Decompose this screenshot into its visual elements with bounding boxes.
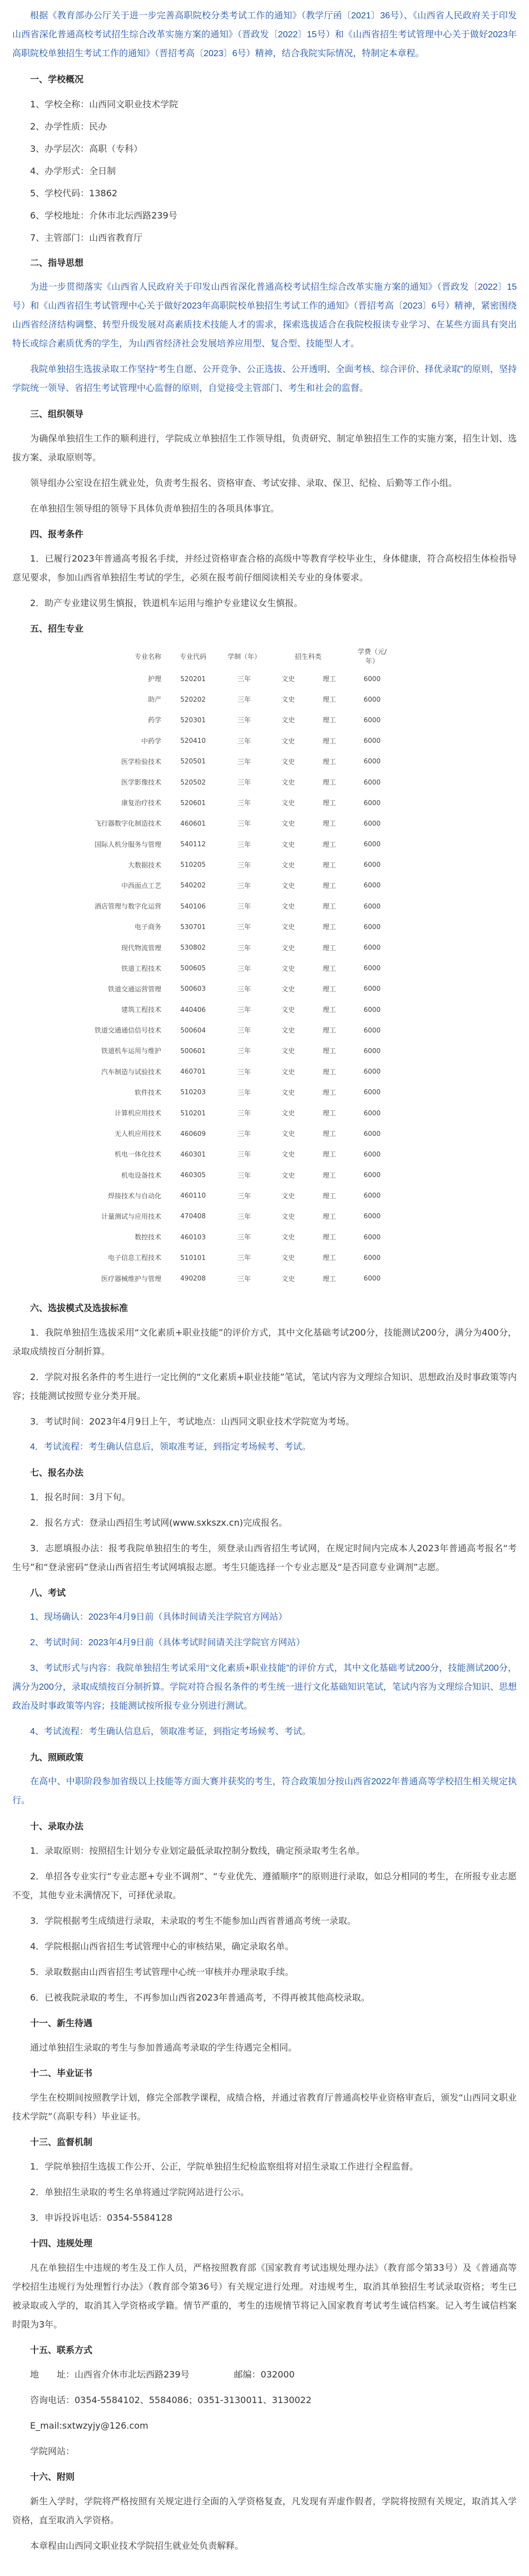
section-paragraph: 1．报名时间：3月下旬。 — [30, 1491, 131, 1502]
table-cell: 三年 — [237, 1088, 251, 1096]
table-cell: 三年 — [237, 737, 251, 745]
table-cell: 6000 — [363, 737, 381, 745]
table-row — [24, 1040, 395, 1061]
table-cell: 理工 — [322, 985, 336, 993]
school-info-item: 7、主管部门：山西省教育厅 — [30, 232, 143, 243]
table-cell: 520502 — [180, 778, 206, 786]
table-cell: 文史 — [281, 944, 295, 952]
section-paragraph: 在单独招生领导组的领导下具体负责单独招生的各项具体事宜。 — [30, 503, 280, 514]
table-cell: 铁道工程技术 — [121, 964, 161, 972]
table-cell: 计量测试与应用技术 — [101, 1212, 161, 1220]
section-paragraph: 3、考试形式与内容：我院单独招生考试采用“文化素质+职业技能”的评价方式，其中文化基础考试200分，技能测试200分，满分为200分，录取成绩按百分制折算。学院对符合报名条件的考生统一进行文化基础知识笔试，笔试内容为文理综合知识、思想政治及时事政策等内容；技能测试按所报专业分别进行测试。 — [12, 1663, 517, 1711]
table-cell: 三年 — [237, 902, 251, 911]
table-cell: 理工 — [322, 944, 336, 952]
table-cell: 三年 — [237, 799, 251, 807]
section-paragraph: 4．考试流程：考生确认信息后，领取准考证，到指定考场候考、考试。 — [30, 1442, 311, 1452]
table-cell: 三年 — [237, 1254, 251, 1262]
table-row — [24, 1082, 395, 1103]
table-cell: 三年 — [237, 716, 251, 724]
table-cell: 三年 — [237, 1026, 251, 1035]
table-cell: 文史 — [281, 1006, 295, 1014]
table-cell: 国际人机分服务与管理 — [94, 840, 161, 848]
section-paragraph: 在高中、中职阶段参加省级以上技能等方面大赛并获奖的考生，符合政策加分按山西省2022年普通高等学校招生相关规定执行。 — [12, 1776, 517, 1805]
table-cell: 文史 — [281, 1026, 295, 1035]
table-cell: 三年 — [237, 778, 251, 787]
section-heading: 六、选拔模式及选拔标准 — [30, 1302, 128, 1313]
table-cell: 理工 — [322, 1254, 336, 1262]
table-cell: 理工 — [322, 1088, 336, 1096]
table-cell: 三年 — [237, 1171, 251, 1179]
table-cell: 510205 — [180, 861, 206, 869]
section-paragraph: 咨询电话：0354-5584102、5584086；0351-3130011、3130022 — [30, 2394, 312, 2405]
section-paragraph: 通过单独招生录取的考生与参加普通高考录取的学生待遇完全相同。 — [30, 2042, 298, 2053]
table-row — [24, 999, 395, 1020]
section-paragraph: 新生入学时，学院将严格按照有关规定进行全面的入学资格复查，凡发现有弄虚作假者，学院将按照有关规定，取消其入学资格，直至取消入学资格。 — [12, 2495, 517, 2525]
table-cell: 铁道交通通信信号技术 — [94, 1026, 161, 1035]
section-heading: 八、考试 — [30, 1587, 66, 1598]
table-cell: 文史 — [281, 1212, 295, 1220]
table-cell: 三年 — [237, 1192, 251, 1200]
table-cell: 510201 — [180, 1109, 206, 1117]
section-paragraph: 本章程由山西同文职业技术学院招生就业处负责解释。 — [30, 2540, 244, 2551]
table-cell: 6000 — [363, 1005, 381, 1014]
table-cell: 文史 — [281, 820, 295, 828]
table-cell: 理工 — [322, 675, 336, 683]
table-cell: 医学检验技术 — [121, 757, 161, 766]
section-heading: 十、录取办法 — [30, 1820, 84, 1832]
table-cell: 文史 — [281, 985, 295, 993]
table-cell: 文史 — [281, 881, 295, 890]
table-cell: 计算机应用技术 — [114, 1109, 161, 1118]
section-paragraph: 1．学院单独招生选拔工作公开、公正，学院单独招生纪检监察组将对招生录取工作进行全程监督。 — [30, 2161, 419, 2172]
table-cell: 460110 — [180, 1192, 206, 1200]
table-cell: 文史 — [281, 1192, 295, 1200]
section-paragraph: 4．学院根据山西省招生考试管理中心的审核结果，确定录取名单。 — [30, 1940, 294, 1952]
table-cell: 理工 — [322, 716, 336, 724]
table-cell: 6000 — [363, 1109, 381, 1117]
table-cell: 6000 — [363, 716, 381, 724]
table-cell: 无人机应用技术 — [114, 1130, 161, 1138]
table-cell: 520601 — [180, 798, 206, 807]
table-cell: 建筑工程技术 — [121, 1006, 161, 1014]
table-cell: 理工 — [322, 1109, 336, 1118]
section-heading: 十六、附则 — [30, 2471, 75, 2482]
table-row — [24, 958, 395, 979]
section-paragraph: 1．我院单独招生选拔采用“文化素质+职业技能”的评价方式，其中文化基础考试200分，技能测试200分，满分为400分，录取成绩按百分制折算。 — [12, 1327, 517, 1357]
table-cell: 520301 — [180, 716, 206, 724]
table-cell: 460701 — [180, 1068, 206, 1076]
table-row — [24, 1268, 395, 1288]
table-cell: 理工 — [322, 881, 336, 890]
table-cell: 三年 — [237, 675, 251, 683]
table-row — [24, 1123, 395, 1144]
table-cell: 三年 — [237, 881, 251, 890]
table-cell: 理工 — [322, 923, 336, 931]
table-cell: 理工 — [322, 820, 336, 828]
section-paragraph: 3．考试时间：2023年4月9日上午，考试地点：山西同文职业技术学院宽为考场。 — [30, 1416, 355, 1427]
table-cell: 500605 — [180, 964, 206, 972]
table-cell: 540106 — [180, 902, 206, 910]
table-cell: 6000 — [363, 1150, 381, 1158]
section-paragraph: 3．志愿填报办法：报考我院单独招生的考生，须登录山西省招生考试网，在规定时间内完成本人2023年普通高考报名“考生号”和“登录密码”登录山西省招生考试网填报志愿。考生只能选择一个专业志愿及“是否同意专业调剂”志愿。 — [12, 1542, 517, 1572]
section-heading: 十三、监督机制 — [30, 2136, 93, 2147]
table-cell: 510101 — [180, 1253, 206, 1262]
section-paragraph: 学生在校期间按照教学计划，修完全部教学课程，成绩合格，并通过省教育厅普通高校毕业资格审查后，颁发“山西同文职业技术学院”（高职专科）毕业证书。 — [12, 2092, 517, 2122]
section-paragraph: 2．单招各专业实行“专业志愿+专业不调剂”、“专业优先、遵循顺序”的原则进行录取，如总分相同的考生，在所报专业志愿不变，其他专业未满情况下，可择优录取。 — [12, 1870, 517, 1900]
table-cell: 460301 — [180, 1150, 206, 1158]
table-cell: 6000 — [363, 1068, 381, 1076]
table-cell: 理工 — [322, 737, 336, 745]
section-heading: 四、报考条件 — [30, 529, 84, 539]
table-cell: 电子信息工程技术 — [107, 1254, 161, 1262]
section-paragraph: 为进一步贯彻落实《山西省人民政府关于印发山西省深化普通高校考试招生综合改革实施方案的通知》（晋政发〔2022〕15号）和《山西省招生考试管理中心关于做好2023年高职院校单独招生考试工作的通知》（晋招考高〔2023〕6号）精神，紧密围绕山西省经济结构调整、转型升级发展对高素质技术技能人才的需求，探索选拔适合在我院校报读专业学习、在某些方面具有突出特长或综合素质优秀的学生，为山西省经济社会发展培养应用型、复合型、技能型人才。 — [12, 282, 517, 349]
table-cell: 文史 — [281, 1130, 295, 1138]
table-cell: 三年 — [237, 1109, 251, 1118]
table-cell: 助产 — [147, 696, 161, 704]
table-row — [24, 1165, 395, 1185]
table-cell: 理工 — [322, 1171, 336, 1179]
table-row — [24, 751, 395, 772]
table-cell: 理工 — [322, 1274, 336, 1283]
table-cell: 500603 — [180, 985, 206, 993]
table-row — [24, 1020, 395, 1040]
table-cell: 三年 — [237, 757, 251, 766]
table-cell: 文史 — [281, 964, 295, 972]
table-cell: 6000 — [363, 840, 381, 848]
table-row — [24, 1206, 395, 1227]
table-cell: 500601 — [180, 1046, 206, 1055]
table-cell: 三年 — [237, 696, 251, 704]
table-cell: 电子商务 — [134, 923, 161, 931]
section-heading: 三、组织领导 — [30, 409, 84, 419]
table-cell: 焊接技术与自动化 — [107, 1192, 161, 1200]
majors-table-header — [24, 644, 395, 668]
table-cell: 铁道机车运用与维护 — [101, 1047, 161, 1055]
table-cell: 理工 — [322, 1212, 336, 1220]
table-cell: 医疗器械维护与管理 — [101, 1274, 161, 1283]
section-heading: 十五、联系方式 — [30, 2344, 93, 2355]
table-cell: 520202 — [180, 695, 206, 703]
header-cell: 学费（元/年） — [357, 648, 387, 665]
table-cell: 文史 — [281, 778, 295, 787]
table-cell: 6000 — [363, 1129, 381, 1138]
section-paragraph: E_mail:sxtwzyjy@126.com — [30, 2420, 149, 2431]
table-row — [24, 896, 395, 916]
section-heading: 九、照顾政策 — [30, 1751, 84, 1763]
table-cell: 6000 — [363, 944, 381, 952]
section-paragraph: 6．已被我院录取的考生，不再参加山西省2023年普通高考，不得再被其他高校录取。 — [30, 1992, 370, 2003]
section-paragraph: 1．录取原则：按照招生计划分专业划定最低录取控制分数线，确定预录取考生名单。 — [30, 1845, 365, 1856]
table-cell: 医学影像技术 — [121, 778, 161, 787]
table-cell: 530701 — [180, 922, 206, 931]
table-cell: 理工 — [322, 1026, 336, 1035]
section-heading: 十四、违规处理 — [30, 2237, 93, 2249]
table-cell: 文史 — [281, 923, 295, 931]
section-paragraph: 学院网站： — [30, 2445, 75, 2456]
school-info-item: 1、学校全称：山西同文职业技术学院 — [30, 99, 179, 110]
table-cell: 6000 — [363, 922, 381, 931]
table-cell: 6000 — [363, 1088, 381, 1096]
table-cell: 510203 — [180, 1088, 206, 1096]
section-paragraph: 我院单独招生选拔录取工作坚持“考生自愿、公开竞争、公正选拔、公开透明、全面考核、综合评价、择优录取”的原则，坚持学院统一领导、省招生考试管理中心监督的原则，自觉接受主管部门、考生和社会的监督。 — [12, 365, 517, 393]
table-cell: 理工 — [322, 1047, 336, 1055]
table-cell: 酒店管理与数字化运营 — [94, 902, 161, 911]
table-row — [24, 834, 395, 855]
section-heading: 二、指导思想 — [30, 257, 84, 268]
table-cell: 540202 — [180, 881, 206, 890]
table-cell: 机电设备技术 — [121, 1171, 161, 1179]
table-cell: 6000 — [363, 985, 381, 993]
header-cell: 学制（年） — [227, 652, 261, 661]
school-info-item: 3、办学层次：高职（专科） — [30, 143, 143, 154]
section-paragraph: 3．学院根据考生成绩进行录取，未录取的考生不能参加山西省普通高考统一录取。 — [30, 1915, 357, 1926]
table-cell: 文史 — [281, 696, 295, 704]
table-row — [24, 813, 395, 833]
table-cell: 文史 — [281, 1109, 295, 1118]
table-cell: 中药学 — [141, 737, 161, 745]
table-row — [24, 875, 395, 896]
table-row — [24, 792, 395, 813]
table-cell: 6000 — [363, 1046, 381, 1055]
table-cell: 文史 — [281, 1274, 295, 1283]
table-cell: 6000 — [363, 1212, 381, 1220]
table-cell: 三年 — [237, 840, 251, 848]
table-cell: 6000 — [363, 778, 381, 786]
table-cell: 理工 — [322, 1233, 336, 1242]
table-row — [24, 1227, 395, 1247]
table-cell: 440406 — [180, 1005, 206, 1014]
table-cell: 汽车制造与试验技术 — [101, 1068, 161, 1076]
table-cell: 三年 — [237, 861, 251, 869]
section-paragraph: 4、考试流程：考生确认信息后，领取准考证，到指定考场候考、考试。 — [30, 1726, 311, 1736]
table-cell: 文史 — [281, 1171, 295, 1179]
table-row — [24, 916, 395, 937]
table-cell: 470408 — [180, 1212, 206, 1220]
table-cell: 6000 — [363, 1171, 381, 1179]
table-cell: 康复治疗技术 — [121, 799, 161, 807]
table-cell: 机电一体化技术 — [114, 1150, 161, 1159]
table-cell: 软件技术 — [134, 1088, 161, 1096]
table-cell: 520410 — [180, 737, 206, 745]
header-cell: 专业名称 — [134, 652, 161, 661]
table-cell: 6000 — [363, 1233, 381, 1241]
section-paragraph: 2．报名方式：登录山西招生考试网(www.sxkszx.cn)完成报名。 — [30, 1517, 288, 1528]
school-info-item: 5、学校代码：13862 — [30, 188, 118, 198]
section-heading: 十二、毕业证书 — [30, 2067, 93, 2078]
table-cell: 三年 — [237, 1130, 251, 1138]
table-cell: 文史 — [281, 716, 295, 724]
table-cell: 护理 — [147, 675, 161, 683]
table-cell: 理工 — [322, 1192, 336, 1200]
table-cell: 理工 — [322, 1130, 336, 1138]
table-row — [24, 689, 395, 709]
table-cell: 三年 — [237, 1068, 251, 1076]
table-cell: 理工 — [322, 778, 336, 787]
table-cell: 文史 — [281, 1150, 295, 1159]
section-paragraph: 地 址：山西省介休市北坛西路239号 邮编：032000 — [30, 2369, 295, 2380]
section-heading: 十一、新生待遇 — [30, 2017, 93, 2028]
table-row — [24, 1061, 395, 1082]
table-cell: 490208 — [180, 1274, 206, 1283]
table-row — [24, 1144, 395, 1164]
table-cell: 520501 — [180, 757, 206, 766]
table-cell: 6000 — [363, 798, 381, 807]
table-cell: 铁道交通运营管理 — [107, 985, 161, 993]
table-cell: 理工 — [322, 799, 336, 807]
table-cell: 理工 — [322, 696, 336, 704]
section-paragraph: 3．申诉投诉电话：0354-5584128 — [30, 2212, 172, 2223]
table-row — [24, 1247, 395, 1268]
section-paragraph: 5．录取数据由山西省招生考试管理中心统一审核并办理录取手续。 — [30, 1966, 294, 1977]
table-cell: 理工 — [322, 840, 336, 848]
section-paragraph: 2、考试时间：2023年4月9日前（具体考试时间请关注学院官方网站） — [30, 1637, 305, 1647]
table-row — [24, 772, 395, 792]
table-cell: 三年 — [237, 820, 251, 828]
table-cell: 理工 — [322, 861, 336, 869]
table-cell: 三年 — [237, 1006, 251, 1014]
table-cell: 三年 — [237, 923, 251, 931]
school-info-item: 2、办学性质：民办 — [30, 121, 107, 132]
table-cell: 460305 — [180, 1171, 206, 1179]
table-cell: 文史 — [281, 757, 295, 766]
table-cell: 460103 — [180, 1233, 206, 1241]
table-cell: 理工 — [322, 902, 336, 911]
header-cell: 专业代码 — [179, 652, 206, 661]
table-row — [24, 709, 395, 730]
table-cell: 理工 — [322, 757, 336, 766]
table-cell: 540112 — [180, 840, 206, 848]
table-cell: 文史 — [281, 1254, 295, 1262]
table-cell: 三年 — [237, 1150, 251, 1159]
table-row — [24, 731, 395, 751]
table-row — [24, 855, 395, 875]
school-info-item: 4、办学形式：全日制 — [30, 166, 116, 176]
table-cell: 文史 — [281, 902, 295, 911]
table-cell: 6000 — [363, 819, 381, 827]
table-cell: 6000 — [363, 1253, 381, 1262]
section-paragraph: 2．助产专业建议男生慎报，铁道机车运用与维护专业建议女生慎报。 — [30, 598, 303, 608]
section-paragraph: 1、现场确认：2023年4月9日前（具体时间请关注学院官方网站） — [30, 1612, 288, 1622]
table-cell: 数控技术 — [134, 1233, 161, 1242]
table-cell: 文史 — [281, 840, 295, 848]
header-cell: 招生科类 — [294, 652, 322, 661]
table-row — [24, 1185, 395, 1206]
table-cell: 理工 — [322, 1150, 336, 1159]
table-row — [24, 979, 395, 999]
table-cell: 现代物流管理 — [121, 944, 161, 952]
section-paragraph: 领导组办公室设在招生就业处，负责考生报名、资格审查、考试安排、录取、保卫、纪检、后勤等工作小组。 — [30, 478, 458, 488]
table-cell: 6000 — [363, 902, 381, 910]
table-cell: 文史 — [281, 737, 295, 745]
section-paragraph: 2．学院对报名条件的考生进行一定比例的“文化素质+职业技能”笔试，笔试内容为文理综合知识、思想政治及时事政策等内容；技能测试按照专业分类开展。 — [12, 1371, 517, 1401]
table-cell: 大数据技术 — [127, 861, 161, 869]
table-cell: 三年 — [237, 964, 251, 972]
table-cell: 理工 — [322, 1006, 336, 1014]
table-cell: 三年 — [237, 1212, 251, 1220]
table-cell: 6000 — [363, 861, 381, 869]
table-cell: 6000 — [363, 1274, 381, 1283]
table-cell: 理工 — [322, 964, 336, 972]
table-cell: 文史 — [281, 1233, 295, 1242]
majors-table — [24, 644, 395, 1289]
table-cell: 文史 — [281, 1068, 295, 1076]
table-cell: 飞行器数字化制造技术 — [94, 820, 161, 828]
table-cell: 三年 — [237, 1274, 251, 1283]
table-row — [24, 668, 395, 689]
table-cell: 中西面点工艺 — [121, 881, 161, 890]
table-cell: 6000 — [363, 881, 381, 890]
table-cell: 文史 — [281, 675, 295, 683]
table-cell: 理工 — [322, 1068, 336, 1076]
table-cell: 文史 — [281, 1047, 295, 1055]
section-paragraph: 凡在单独招生中违规的考生及工作人员，严格按照教育部《国家教育考试违规处理办法》（教育部令第33号）及《普通高等学校招生违规行为处理暂行办法》（教育部令第36号）有关规定进行处理。对违规考生，取消其单独招生考试录取资格；考生已被录取或入学的，取消其入学资格或学籍。情节严重的，考生的违规情节将记入国家教育考试考生诚信档案。记入考生诚信档案时限为3年。 — [12, 2262, 517, 2330]
section-paragraph: 为确保单独招生工作的顺利进行，学院成立单独招生工作领导组，负责研究、制定单独招生工作的实施方案，招生计划、选拔方案、录取原则等。 — [12, 433, 517, 463]
table-cell: 药学 — [147, 716, 161, 724]
table-cell: 6000 — [363, 674, 381, 683]
section-heading: 五、招生专业 — [30, 623, 84, 634]
table-cell: 6000 — [363, 1026, 381, 1034]
section-heading: 一、学校概况 — [30, 74, 84, 85]
table-cell: 6000 — [363, 757, 381, 766]
school-info-item: 6、学校地址：介休市北坛西路239号 — [30, 210, 177, 221]
table-cell: 500604 — [180, 1026, 206, 1034]
section-paragraph: 2．单独招生录取的考生名单将通过学院网站进行公示。 — [30, 2186, 250, 2197]
table-cell: 文史 — [281, 1088, 295, 1096]
table-cell: 6000 — [363, 695, 381, 703]
table-cell: 三年 — [237, 1233, 251, 1242]
table-cell: 文史 — [281, 799, 295, 807]
table-cell: 三年 — [237, 944, 251, 952]
table-cell: 6000 — [363, 1192, 381, 1200]
table-cell: 530802 — [180, 944, 206, 952]
intro-paragraph: 根据《教育部办公厅关于进一步完善高职院校分类考试工作的通知》（教学厅函〔2021〕36号）、《山西省人民政府关于印发山西省深化普通高校考试招生综合改革实施方案的通知》（晋政发〔2022〕15号）和《山西省招生考试管理中心关于做好2023年高职院校单独招生考试工作的通知》（晋招考高〔2023〕6号）精神，结合我院实际情况，特制定本章程。 — [12, 11, 517, 58]
section-paragraph: 1．已履行2023年普通高考报名手续，并经过资格审查合格的高级中等教育学校毕业生，身体健康，符合高校招生体检指导意见要求，参加山西省单独招生考试的学生，必须在报考前仔细阅读相关专业的身体要求。 — [12, 553, 517, 583]
table-cell: 文史 — [281, 861, 295, 869]
table-row — [24, 937, 395, 957]
table-row — [24, 1103, 395, 1123]
section-heading: 七、报名办法 — [30, 1467, 84, 1478]
table-cell: 三年 — [237, 985, 251, 993]
table-cell: 460601 — [180, 819, 206, 827]
table-cell: 460609 — [180, 1129, 206, 1138]
table-cell: 6000 — [363, 964, 381, 972]
table-cell: 520201 — [180, 674, 206, 683]
table-cell: 三年 — [237, 1047, 251, 1055]
